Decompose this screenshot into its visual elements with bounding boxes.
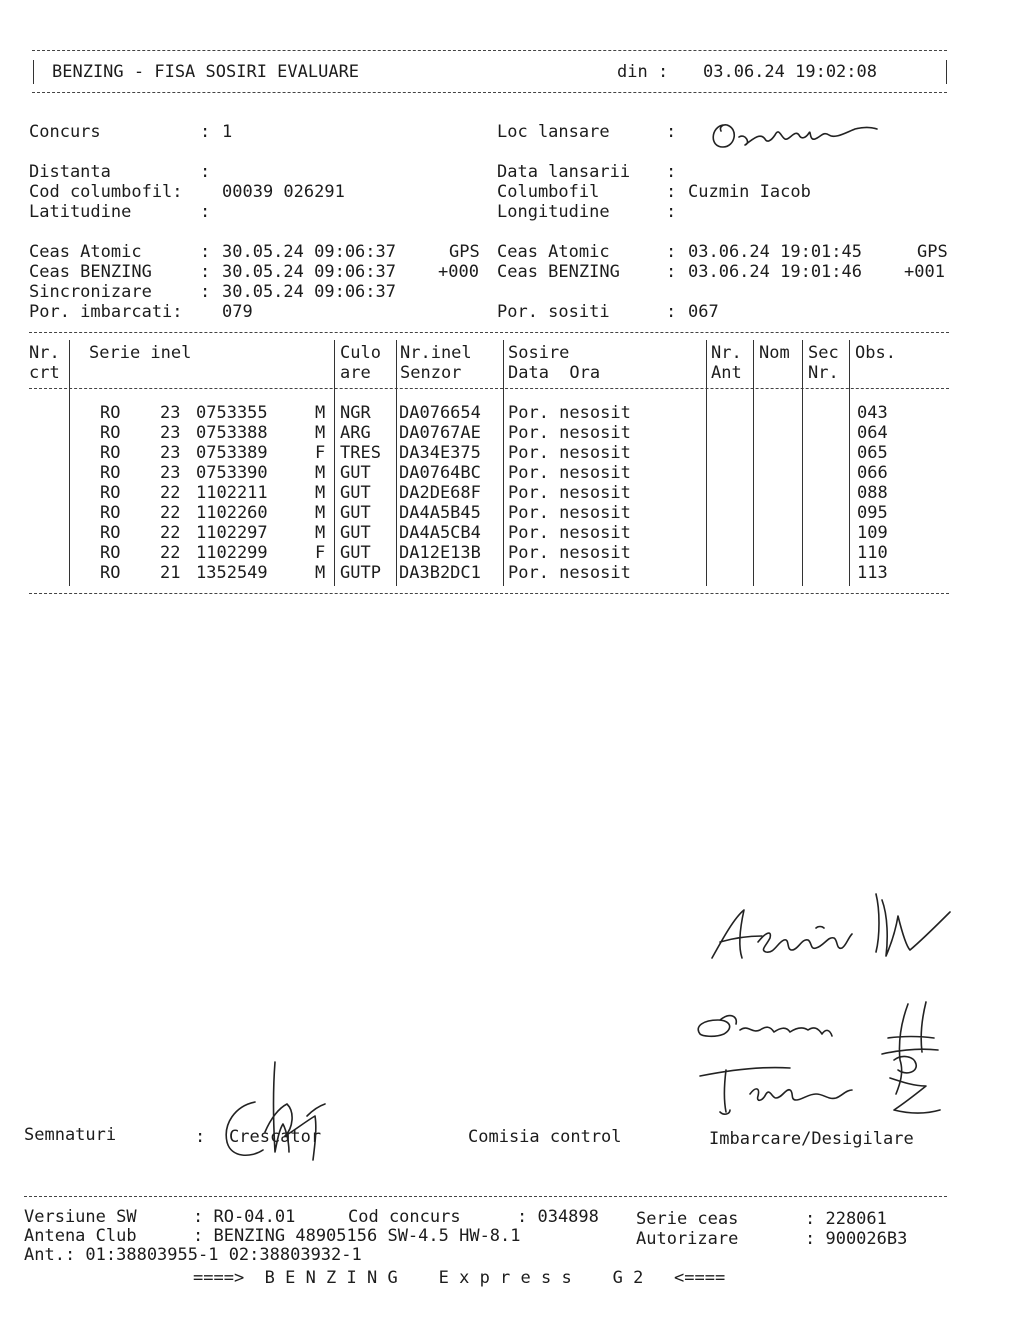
row-status: Por. nesosit (508, 403, 631, 423)
left-atomic-suffix: GPS (449, 242, 480, 262)
row-ring: 1102211 (196, 483, 268, 503)
longitudine-label: Longitudine (497, 202, 610, 222)
table-row (0, 423, 1024, 443)
header-bottom-border (32, 92, 947, 93)
left-atomic-colon: : (200, 242, 211, 262)
row-sex: M (315, 423, 326, 443)
versiune-label: Versiune SW (24, 1207, 137, 1227)
header-title: BENZING - FISA SOSIRI EVALUARE (52, 62, 360, 82)
table-header-separator (29, 388, 949, 389)
header-sec-2: Nr. (808, 363, 839, 383)
row-color: ARG (340, 423, 371, 443)
row-status: Por. nesosit (508, 443, 631, 463)
header-culo-2: are (340, 363, 371, 383)
columbofil-value: Cuzmin Iacob (688, 182, 811, 202)
row-sensor: DA2DE68F (399, 483, 481, 503)
autorizare-value: : 900026B3 (805, 1229, 908, 1249)
row-obs: 043 (857, 403, 888, 423)
row-year: 23 (160, 423, 181, 443)
row-status: Por. nesosit (508, 463, 631, 483)
row-sex: M (315, 403, 326, 423)
row-color: TRES (340, 443, 381, 463)
right-atomic-colon: : (666, 242, 677, 262)
sincronizare-colon: : (200, 282, 211, 302)
semnaturi-label: Semnaturi (24, 1125, 117, 1145)
table-row (0, 403, 1024, 423)
row-year: 23 (160, 443, 181, 463)
crescator-signature (215, 1052, 345, 1167)
right-atomic-label: Ceas Atomic (497, 242, 610, 262)
right-atomic-value: 03.06.24 19:01:45 (688, 242, 862, 262)
row-year: 22 (160, 503, 181, 523)
table-row (0, 563, 1024, 583)
header-culo-1: Culo (340, 343, 381, 363)
imbarcare-label: Imbarcare/Desigilare (709, 1129, 914, 1149)
ant-line: Ant.: 01:38803955-1 02:38803932-1 (24, 1245, 362, 1265)
concurs-label: Concurs (29, 122, 101, 142)
row-color: GUT (340, 463, 371, 483)
header-din-value: 03.06.24 19:02:08 (703, 62, 877, 82)
data-lansarii-colon: : (666, 162, 677, 182)
row-color: GUT (340, 503, 371, 523)
table-row (0, 523, 1024, 543)
loc-lansare-handwriting (705, 115, 885, 155)
table-row (0, 503, 1024, 523)
row-year: 23 (160, 463, 181, 483)
row-status: Por. nesosit (508, 483, 631, 503)
footer-separator (24, 1196, 947, 1197)
row-sensor: DA4A5CB4 (399, 523, 481, 543)
serie-ceas-label: Serie ceas (636, 1209, 739, 1229)
header-sosire-1: Sosire (508, 343, 570, 363)
right-benzing-value: 03.06.24 19:01:46 (688, 262, 862, 282)
header-serie: Serie inel (89, 343, 192, 363)
row-obs: 095 (857, 503, 888, 523)
row-color: GUT (340, 483, 371, 503)
brand-line: ====> B E N Z I N G E x p r e s s G 2 <==== (193, 1268, 726, 1288)
row-sensor: DA0764BC (399, 463, 481, 483)
left-atomic-label: Ceas Atomic (29, 242, 142, 262)
row-sex: M (315, 483, 326, 503)
row-status: Por. nesosit (508, 423, 631, 443)
header-nr-1: Nr. (29, 343, 60, 363)
left-atomic-value: 30.05.24 09:06:37 (222, 242, 396, 262)
right-benzing-suffix: +001 (904, 262, 945, 282)
row-country: RO (100, 443, 121, 463)
table-row (0, 463, 1024, 483)
row-color: GUT (340, 523, 371, 543)
sositi-label: Por. sositi (497, 302, 610, 322)
row-country: RO (100, 403, 121, 423)
header-nrinel-2: Senzor (400, 363, 462, 383)
row-sensor: DA34E375 (399, 443, 481, 463)
left-benzing-colon: : (200, 262, 211, 282)
row-country: RO (100, 423, 121, 443)
row-sex: F (315, 443, 326, 463)
row-country: RO (100, 563, 121, 583)
table-row (0, 543, 1024, 563)
row-obs: 113 (857, 563, 888, 583)
longitudine-colon: : (666, 202, 677, 222)
row-sensor: DA3B2DC1 (399, 563, 481, 583)
serie-ceas-value: : 228061 (805, 1209, 887, 1229)
row-sex: M (315, 503, 326, 523)
row-country: RO (100, 523, 121, 543)
header-nrant-1: Nr. (711, 343, 742, 363)
row-ring: 0753355 (196, 403, 268, 423)
right-benzing-colon: : (666, 262, 677, 282)
row-obs: 088 (857, 483, 888, 503)
header-nrant-2: Ant (711, 363, 742, 383)
table-bottom-border (29, 593, 949, 594)
sincronizare-label: Sincronizare (29, 282, 152, 302)
left-benzing-value: 30.05.24 09:06:37 (222, 262, 396, 282)
versiune-value: : RO-04.01 (193, 1207, 296, 1227)
row-country: RO (100, 463, 121, 483)
row-obs: 064 (857, 423, 888, 443)
cod-concurs-value: : 034898 (517, 1207, 599, 1227)
comisia-label: Comisia control (468, 1127, 622, 1147)
row-sensor: DA076654 (399, 403, 481, 423)
row-ring: 1102299 (196, 543, 268, 563)
row-year: 22 (160, 543, 181, 563)
cod-columbofil-value: 00039 026291 (222, 182, 345, 202)
columbofil-label: Columbofil (497, 182, 600, 202)
antena-label: Antena Club (24, 1226, 137, 1246)
row-color: GUT (340, 543, 371, 563)
row-sex: F (315, 543, 326, 563)
left-benzing-suffix: +000 (438, 262, 479, 282)
row-sex: M (315, 463, 326, 483)
latitudine-label: Latitudine (29, 202, 132, 222)
imbarcati-label: Por. imbarcati: (29, 302, 183, 322)
row-obs: 109 (857, 523, 888, 543)
loc-lansare-colon: : (666, 122, 677, 142)
row-obs: 110 (857, 543, 888, 563)
sincronizare-value: 30.05.24 09:06:37 (222, 282, 396, 302)
row-sensor: DA4A5B45 (399, 503, 481, 523)
header-sosire-2: Data Ora (508, 363, 601, 383)
sositi-colon: : (666, 302, 677, 322)
row-ring: 1102297 (196, 523, 268, 543)
header-nom: Nom (759, 343, 790, 363)
header-din-label: din : (617, 62, 669, 82)
row-ring: 0753389 (196, 443, 268, 463)
row-country: RO (100, 543, 121, 563)
autorizare-label: Autorizare (636, 1229, 739, 1249)
loc-lansare-label: Loc lansare (497, 122, 610, 142)
row-ring: 0753390 (196, 463, 268, 483)
data-lansarii-label: Data lansarii (497, 162, 631, 182)
row-status: Por. nesosit (508, 543, 631, 563)
right-benzing-label: Ceas BENZING (497, 262, 620, 282)
table-row (0, 483, 1024, 503)
signature-top-right (700, 880, 960, 980)
row-ring: 0753388 (196, 423, 268, 443)
row-color: GUTP (340, 563, 381, 583)
right-atomic-suffix: GPS (917, 242, 948, 262)
antena-value: : BENZING 48905156 SW-4.5 HW-8.1 (193, 1226, 521, 1246)
columbofil-colon: : (666, 182, 677, 202)
row-color: NGR (340, 403, 371, 423)
crescator-label: Crescator (229, 1127, 322, 1147)
row-year: 23 (160, 403, 181, 423)
distanta-label: Distanta (29, 162, 111, 182)
row-sex: M (315, 563, 326, 583)
row-status: Por. nesosit (508, 563, 631, 583)
row-status: Por. nesosit (508, 503, 631, 523)
left-benzing-label: Ceas BENZING (29, 262, 152, 282)
row-country: RO (100, 483, 121, 503)
table-top-border (29, 332, 949, 333)
header-right-border (946, 60, 947, 84)
cod-columbofil-label: Cod columbofil: (29, 182, 183, 202)
row-year: 21 (160, 563, 181, 583)
row-sensor: DA12E13B (399, 543, 481, 563)
header-top-border (32, 50, 947, 51)
row-status: Por. nesosit (508, 523, 631, 543)
header-nr-2: crt (29, 363, 60, 383)
header-obs: Obs. (855, 343, 896, 363)
row-ring: 1352549 (196, 563, 268, 583)
imbarcati-value: 079 (222, 302, 253, 322)
row-sensor: DA0767AE (399, 423, 481, 443)
concurs-value: 1 (222, 122, 233, 142)
concurs-colon: : (200, 122, 211, 142)
row-year: 22 (160, 483, 181, 503)
semnaturi-colon: : (195, 1127, 206, 1147)
signature-middle-right (690, 990, 950, 1130)
cod-concurs-label: Cod concurs (348, 1207, 461, 1227)
sositi-value: 067 (688, 302, 719, 322)
row-obs: 066 (857, 463, 888, 483)
row-sex: M (315, 523, 326, 543)
row-country: RO (100, 503, 121, 523)
header-left-border (33, 60, 34, 84)
header-sec-1: Sec (808, 343, 839, 363)
header-nrinel-1: Nr.inel (400, 343, 472, 363)
row-year: 22 (160, 523, 181, 543)
table-row (0, 443, 1024, 463)
latitudine-colon: : (200, 202, 211, 222)
row-ring: 1102260 (196, 503, 268, 523)
row-obs: 065 (857, 443, 888, 463)
distanta-colon: : (200, 162, 211, 182)
